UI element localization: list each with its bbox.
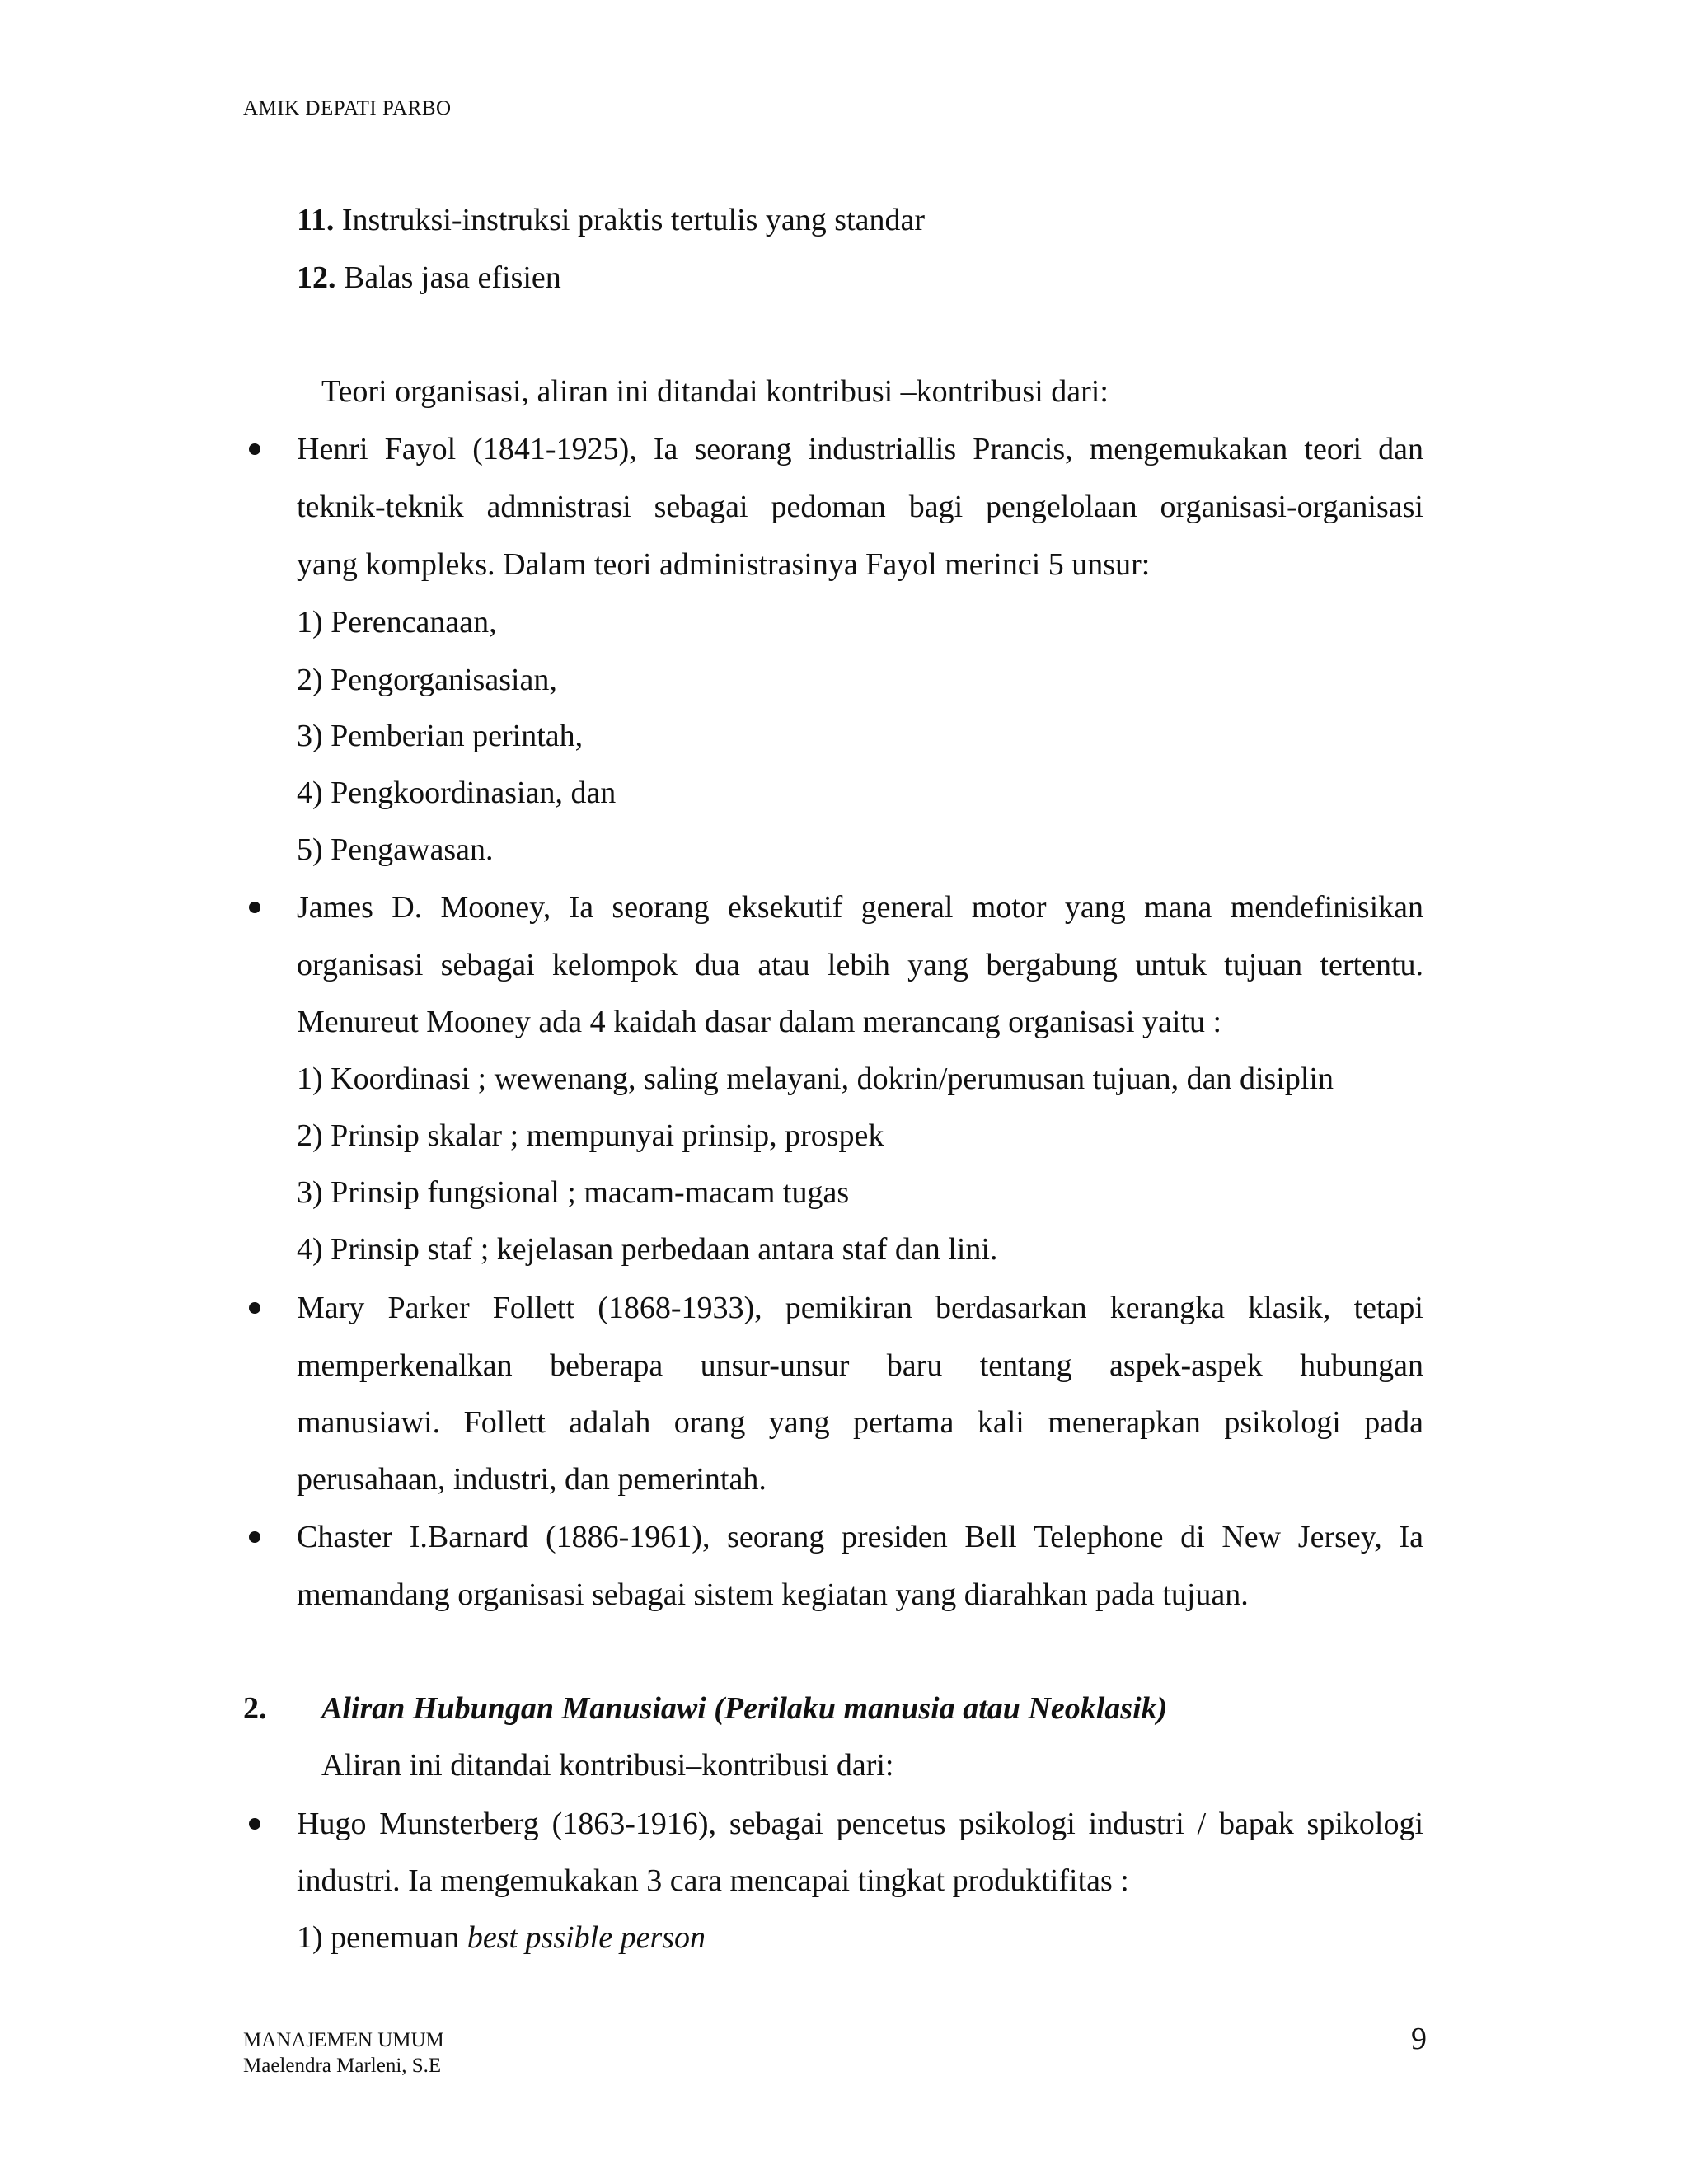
follett-line-3: manusiawi. Follett adalah orang yang pertama kali menerapkan psikologi pada <box>297 1405 1423 1440</box>
mooney-line-3: Menureut Mooney ada 4 kaidah dasar dalam merancang organisasi yaitu : <box>297 1005 1222 1039</box>
mooney-line-2: organisasi sebagai kelompok dua atau lebih yang bergabung untuk tujuan tertentu. <box>297 948 1423 982</box>
fayol-line-3: yang kompleks. Dalam teori administrasinya Fayol merinci 5 unsur: <box>297 547 1151 582</box>
bullet-icon <box>249 1302 260 1314</box>
fayol-item: 3) Pemberian perintah, <box>297 719 584 753</box>
footer-course: MANAJEMEN UMUM <box>243 2029 444 2051</box>
fayol-item: 2) Pengorganisasian, <box>297 663 557 697</box>
section2-intro: Aliran ini ditandai kontribusi–kontribusi dari: <box>321 1748 894 1783</box>
bullet-icon <box>249 443 260 455</box>
barnard-line-2: memandang organisasi sebagai sistem kegiatan yang diarahkan pada tujuan. <box>297 1577 1249 1612</box>
numbered-item-12: 12. Balas jasa efisien <box>297 260 561 295</box>
mooney-line-1: James D. Mooney, Ia seorang eksekutif general motor yang mana mendefinisikan <box>297 890 1423 925</box>
numbered-item-11: 11. Instruksi-instruksi praktis tertulis yang standar <box>297 203 926 237</box>
follett-line-4: perusahaan, industri, dan pemerintah. <box>297 1462 767 1497</box>
barnard-line-1: Chaster I.Barnard (1886-1961), seorang presiden Bell Telephone di New Jersey, Ia <box>297 1520 1423 1554</box>
fayol-line-2: teknik-teknik admnistrasi sebagai pedoman bagi pengelolaan organisasi-organisasi <box>297 490 1423 524</box>
fayol-item: 4) Pengkoordinasian, dan <box>297 776 617 810</box>
bullet-icon <box>249 1531 260 1543</box>
follett-line-1: Mary Parker Follett (1868-1933), pemikiran berdasarkan kerangka klasik, tetapi <box>297 1291 1423 1325</box>
fayol-line-1: Henri Fayol (1841-1925), Ia seorang industriallis Prancis, mengemukakan teori dan <box>297 432 1423 466</box>
footer <box>243 2027 444 2079</box>
bullet-icon <box>249 902 260 913</box>
mooney-item: 4) Prinsip staf ; kejelasan perbedaan antara staf dan lini. <box>297 1232 998 1267</box>
munsterberg-line-2: industri. Ia mengemukakan 3 cara mencapai tingkat produktifitas : <box>297 1863 1129 1898</box>
intro-organisasi: Teori organisasi, aliran ini ditandai kontribusi –kontribusi dari: <box>321 374 1109 409</box>
fayol-item: 1) Perencanaan, <box>297 605 497 640</box>
footer-author: Maelendra Marleni, S.E <box>243 2055 442 2077</box>
mooney-item: 2) Prinsip skalar ; mempunyai prinsip, prospek <box>297 1118 884 1153</box>
munsterberg-item-1: 1) penemuan best pssible person <box>297 1920 706 1955</box>
section-number: 2. <box>243 1691 267 1726</box>
follett-line-2: memperkenalkan beberapa unsur-unsur baru tentang aspek-aspek hubungan <box>297 1348 1423 1383</box>
munsterberg-line-1: Hugo Munsterberg (1863-1916), sebagai pencetus psikologi industri / bapak spikologi <box>297 1807 1423 1841</box>
running-header: AMIK DEPATI PARBO <box>243 97 452 120</box>
fayol-item: 5) Pengawasan. <box>297 832 494 867</box>
page-number: 9 <box>1411 2022 1427 2056</box>
mooney-item: 3) Prinsip fungsional ; macam-macam tugas <box>297 1175 850 1210</box>
section-title: Aliran Hubungan Manusiawi (Perilaku manusia atau Neoklasik) <box>321 1691 1168 1726</box>
mooney-item: 1) Koordinasi ; wewenang, saling melayani, dokrin/perumusan tujuan, dan disiplin <box>297 1062 1334 1096</box>
bullet-icon <box>249 1818 260 1830</box>
